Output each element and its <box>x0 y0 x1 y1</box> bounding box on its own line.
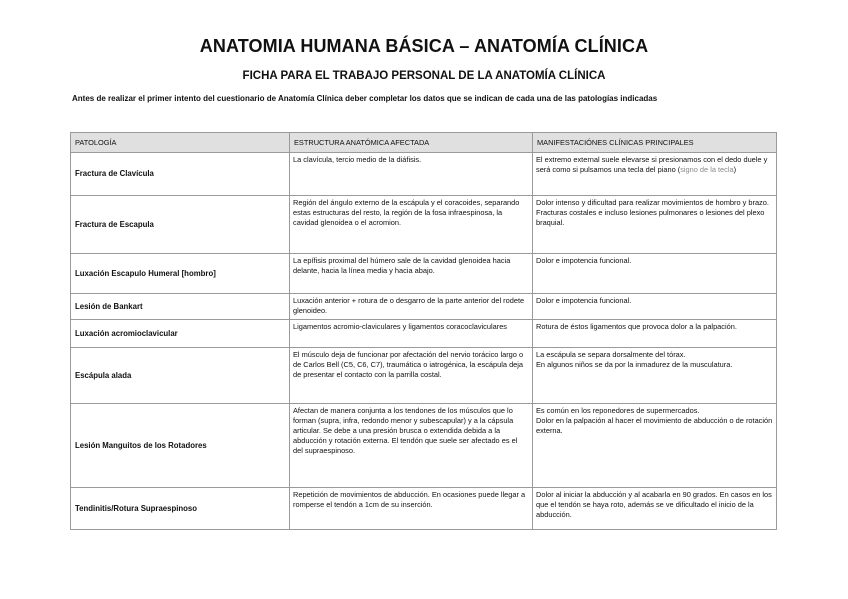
table-row <box>71 153 777 196</box>
pathology-cell: Escápula alada <box>71 348 290 404</box>
structure-cell: La epífisis proximal del húmero sale de la cavidad glenoidea hacia delante, hacia la línea media y hacia abajo. <box>290 254 533 294</box>
column-header-pathology: PATOLOGÍA <box>71 133 290 153</box>
manifestations-cell: La escápula se separa dorsalmente del tórax. En algunos niños se da por la inmadurez de la musculatura. <box>533 348 777 404</box>
manifestations-cell: Dolor e impotencia funcional. <box>533 254 777 294</box>
table-row <box>71 254 777 294</box>
manifestations-cell: Rotura de éstos ligamentos que provoca dolor a la palpación. <box>533 320 777 348</box>
manifestations-cell: Dolor intenso y dificultad para realizar movimientos de hombro y brazo. Fracturas costales e incluso lesiones pulmonares o lesiones del plexo braquial. <box>533 196 777 254</box>
table-row <box>71 320 777 348</box>
document-subtitle: FICHA PARA EL TRABAJO PERSONAL DE LA ANATOMÍA CLÍNICA <box>242 70 606 82</box>
manifestations-text-end: ) <box>733 165 737 174</box>
column-header-manifestations: MANIFESTACIÓNES CLÍNICAS PRINCIPALES <box>533 133 777 153</box>
structure-cell: El músculo deja de funcionar por afectación del nervio torácico largo o de Carlos Bell (C5, C6, C7), traumática o iatrogénica, la escápula deja de presentar el contacto con la parrilla costal. <box>290 348 533 404</box>
manifestations-cell <box>533 153 777 196</box>
pathology-cell: Luxación Escapulo Humeral [hombro] <box>71 254 290 294</box>
structure-cell: Repetición de movimientos de abducción. En ocasiones puede llegar a romperse el tendón a 1cm de su inserción. <box>290 488 533 530</box>
manifestations-note: signo de la tecla <box>680 165 734 174</box>
manifestations-text: El extremo external suele elevarse si presionamos con el dedo duele y será como si pulsamos una tecla del piano ( <box>536 155 768 174</box>
table-row <box>71 294 777 320</box>
pathology-cell: Lesión Manguitos de los Rotadores <box>71 404 290 488</box>
structure-cell: La clavícula, tercio medio de la diáfisis. <box>290 153 533 196</box>
table-row <box>71 488 777 530</box>
pathology-cell: Tendinitis/Rotura Supraespinoso <box>71 488 290 530</box>
pathology-cell: Lesión de Bankart <box>71 294 290 320</box>
structure-cell: Afectan de manera conjunta a los tendones de los músculos que lo forman (supra, infra, redondo menor y subescapular) y a la cápsula articular. Se debe a una presión brusca o extendida debida a la abducción y rotación externa. El tendón que suele ser afectado es el del supraespinoso. <box>290 404 533 488</box>
pathology-cell: Luxación acromioclavicular <box>71 320 290 348</box>
manifestations-cell: Es común en los reponedores de supermercados. Dolor en la palpación al hacer el movimiento de abducción o de rotación externa. <box>533 404 777 488</box>
table-header-row <box>71 133 777 153</box>
pathology-cell: Fractura de Escapula <box>71 196 290 254</box>
structure-cell: Luxación anterior + rotura de o desgarro de la parte anterior del rodete glenoideo. <box>290 294 533 320</box>
table-row <box>71 404 777 488</box>
instructions-text: Antes de realizar el primer intento del cuestionario de Anatomía Clínica deber completar los datos que se indican de cada una de las patologías indicadas <box>72 94 658 103</box>
column-header-structure: ESTRUCTURA ANATÓMICA AFECTADA <box>290 133 533 153</box>
document-title: ANATOMIA HUMANA BÁSICA – ANATOMÍA CLÍNICA <box>199 36 649 56</box>
table-row <box>71 348 777 404</box>
structure-cell: Región del ángulo externo de la escápula y el coracoides, separando estas estructuras del resto, la región de la fosa infraespinosa, la cavidad glenoidea o el acromion. <box>290 196 533 254</box>
pathology-table <box>70 132 777 530</box>
structure-cell: Ligamentos acromio-claviculares y ligamentos coracoclaviculares <box>290 320 533 348</box>
manifestations-cell: Dolor al iniciar la abducción y al acabarla en 90 grados. En casos en los que el tendón se haya roto, además se ve dificultado el inicio de la abducción. <box>533 488 777 530</box>
pathology-cell: Fractura de Clavícula <box>71 153 290 196</box>
manifestations-cell: Dolor e impotencia funcional. <box>533 294 777 320</box>
table-row <box>71 196 777 254</box>
